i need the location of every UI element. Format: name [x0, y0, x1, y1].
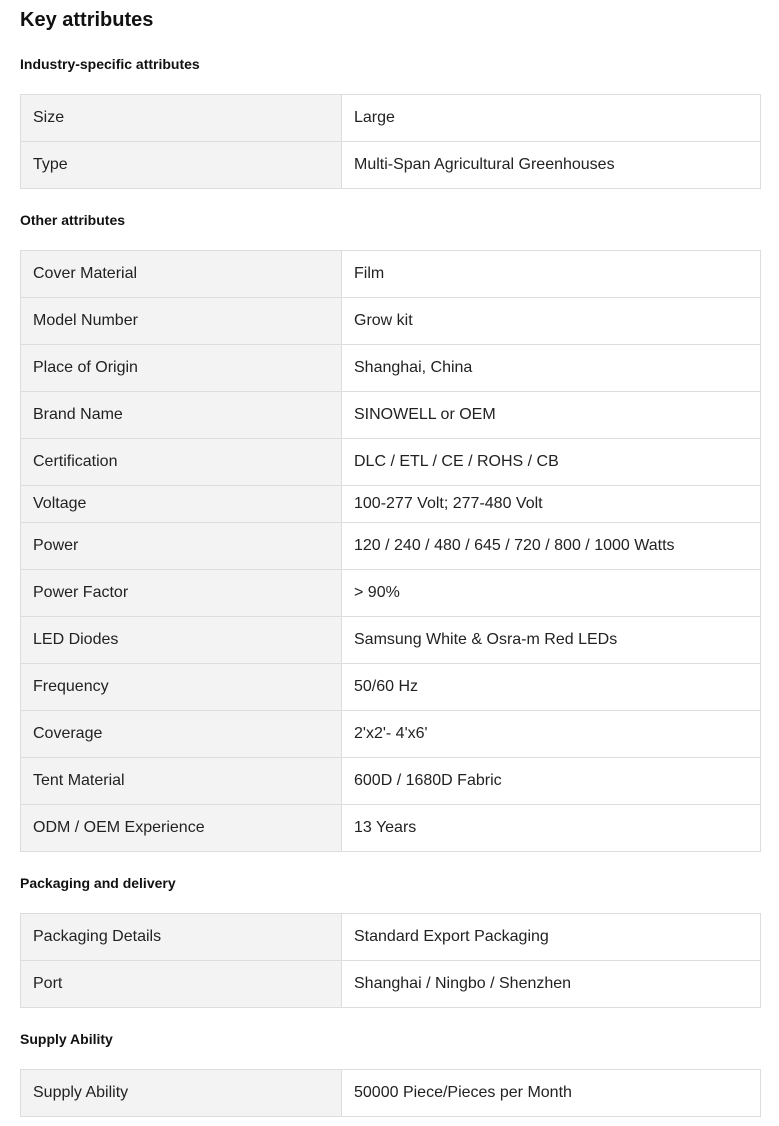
table-row — [21, 95, 761, 142]
attribute-key: Size — [21, 95, 342, 142]
table-row — [21, 664, 761, 711]
attribute-value: 100-277 Volt; 277-480 Volt — [342, 486, 761, 523]
attribute-value: Standard Export Packaging — [342, 914, 761, 961]
attribute-key: Brand Name — [21, 392, 342, 439]
section-title-supply-ability: Supply Ability — [20, 1031, 113, 1047]
section-title-industry-specific: Industry-specific attributes — [20, 56, 200, 72]
attribute-key: Place of Origin — [21, 345, 342, 392]
attribute-key: Frequency — [21, 664, 342, 711]
table-row — [21, 142, 761, 189]
table-row — [21, 251, 761, 298]
attribute-value: 13 Years — [342, 805, 761, 852]
attribute-key: Port — [21, 961, 342, 1008]
section-title-packaging-delivery: Packaging and delivery — [20, 875, 176, 891]
attribute-value: Film — [342, 251, 761, 298]
attribute-key: Coverage — [21, 711, 342, 758]
attribute-key: Certification — [21, 439, 342, 486]
attribute-value: 2'x2'- 4'x6' — [342, 711, 761, 758]
section-title-other: Other attributes — [20, 212, 126, 228]
page-title: Key attributes — [20, 9, 154, 31]
attribute-value: 600D / 1680D Fabric — [342, 758, 761, 805]
attribute-value: 50/60 Hz — [342, 664, 761, 711]
attribute-value: Shanghai, China — [342, 345, 761, 392]
attribute-value: Multi-Span Agricultural Greenhouses — [342, 142, 761, 189]
attribute-key: Power Factor — [21, 570, 342, 617]
attribute-value: Grow kit — [342, 298, 761, 345]
other-attributes-table — [20, 250, 761, 852]
table-row — [21, 805, 761, 852]
industry-specific-attributes-table — [20, 94, 761, 189]
table-row — [21, 758, 761, 805]
attribute-key: Supply Ability — [21, 1070, 342, 1117]
attribute-value: Shanghai / Ningbo / Shenzhen — [342, 961, 761, 1008]
table-row — [21, 439, 761, 486]
table-row — [21, 617, 761, 664]
table-row — [21, 486, 761, 523]
attribute-key: Model Number — [21, 298, 342, 345]
table-row — [21, 298, 761, 345]
attribute-value: Large — [342, 95, 761, 142]
attribute-value: SINOWELL or OEM — [342, 392, 761, 439]
table-row — [21, 570, 761, 617]
supply-ability-table — [20, 1069, 761, 1117]
table-row — [21, 345, 761, 392]
attribute-key: Packaging Details — [21, 914, 342, 961]
table-row — [21, 711, 761, 758]
table-row — [21, 392, 761, 439]
attribute-key: ODM / OEM Experience — [21, 805, 342, 852]
packaging-delivery-table — [20, 913, 761, 1008]
attribute-value: Samsung White & Osra-m Red LEDs — [342, 617, 761, 664]
attribute-key: Power — [21, 523, 342, 570]
attribute-key: Tent Material — [21, 758, 342, 805]
attribute-value: 120 / 240 / 480 / 645 / 720 / 800 / 1000 Watts — [342, 523, 761, 570]
attribute-key: Type — [21, 142, 342, 189]
table-row — [21, 523, 761, 570]
attribute-value: DLC / ETL / CE / ROHS / CB — [342, 439, 761, 486]
attribute-value: 50000 Piece/Pieces per Month — [342, 1070, 761, 1117]
attribute-value: > 90% — [342, 570, 761, 617]
table-row — [21, 961, 761, 1008]
attribute-key: Cover Material — [21, 251, 342, 298]
attribute-key: Voltage — [21, 486, 342, 523]
attribute-key: LED Diodes — [21, 617, 342, 664]
table-row — [21, 914, 761, 961]
table-row — [21, 1070, 761, 1117]
